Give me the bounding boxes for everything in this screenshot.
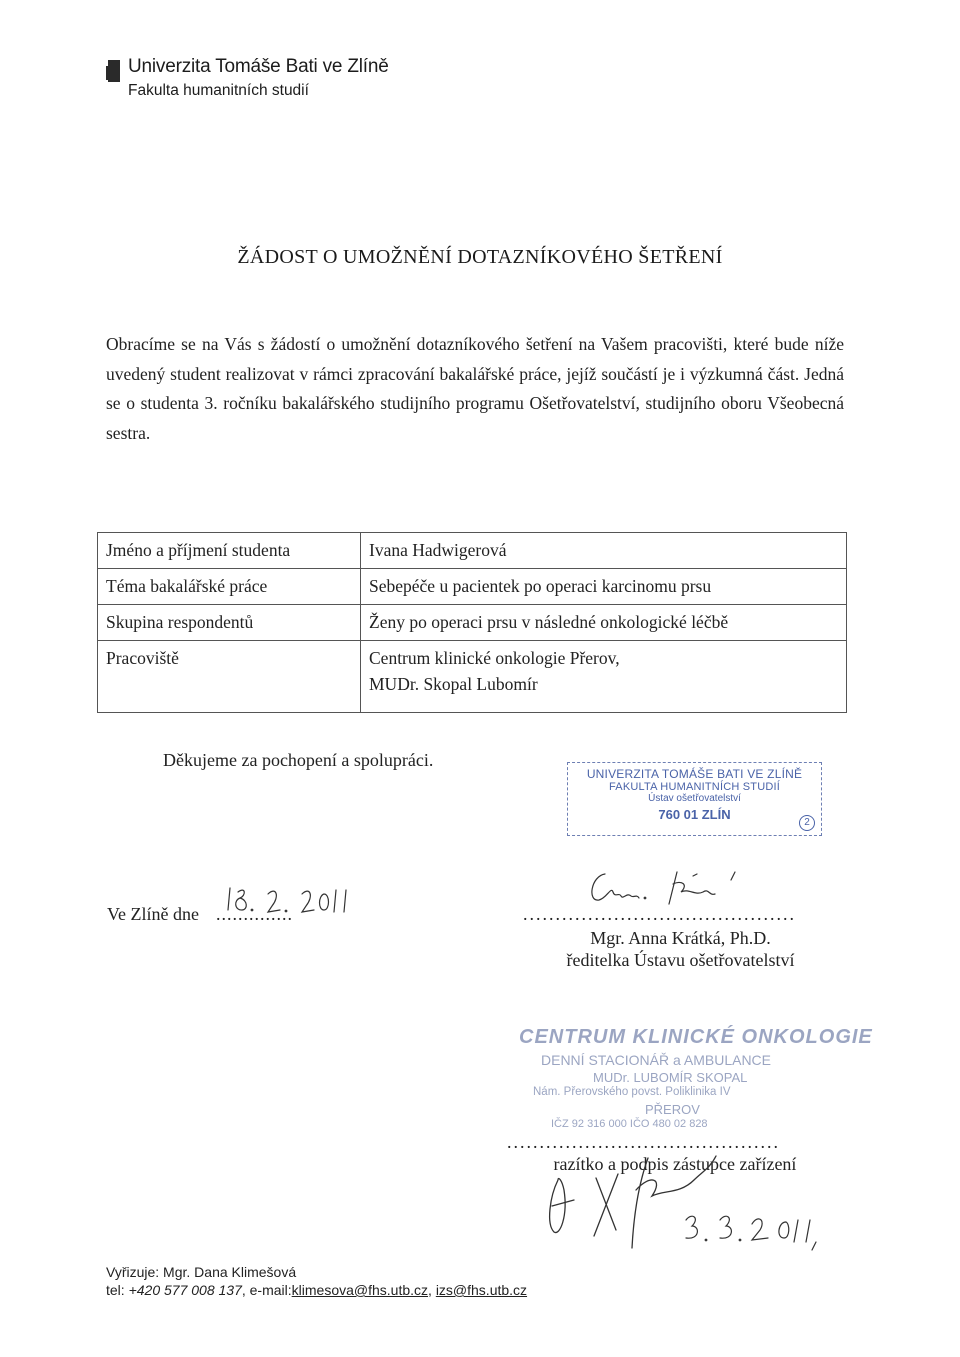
table-label: Pracoviště (98, 641, 361, 713)
table-value: Ivana Hadwigerová (361, 533, 847, 569)
email-label: , e-mail: (241, 1282, 292, 1298)
workplace-line-1: Centrum klinické onkologie Přerov, (369, 648, 620, 668)
thanks-text: Děkujeme za pochopení a spolupráci. (163, 750, 434, 770)
stamp-line-faculty: FAKULTA HUMANITNÍCH STUDIÍ (608, 781, 781, 793)
university-name: Univerzita Tomáše Bati ve Zlíně (128, 56, 389, 77)
stamp-dotted-line: .......................................... (507, 1132, 780, 1152)
stamp-number: 2 (799, 815, 815, 831)
table-row (98, 641, 847, 713)
email-separator: , (428, 1282, 436, 1298)
intro-paragraph: Obracíme se na Vás s žádostí o umožnění dotazníkového šetření na Vašem pracovišti, které bude níže uvedený student realizovat v rámci zpracování bakalářské práce, jejíž součástí je i výzkumná část. Jedná se o studenta 3. ročníku bakalářského studijního programu Ošetřovatelství, studijního oboru Všeobecná sestra. (106, 334, 844, 443)
date-dotted-line: .............. (216, 904, 293, 924)
table-value: Sebepéče u pacientek po operaci karcinomu prsu (361, 569, 847, 605)
clinic-stamp (505, 1022, 873, 1142)
table-value: Ženy po operaci prsu v následné onkologické léčbě (361, 605, 847, 641)
table-label: Jméno a příjmení studenta (98, 533, 361, 569)
signature-dotted-line: .......................................... (523, 904, 796, 924)
stamp-line-university: UNIVERZITA TOMÁŠE BATI VE ZLÍNĚ (586, 767, 803, 781)
faculty-name: Fakulta humanitních studií (128, 82, 309, 99)
workplace-line-2: MUDr. Skopal Lubomír (369, 674, 538, 694)
document-title: ŽÁDOST O UMOŽNĚNÍ DOTAZNÍKOVÉHO ŠETŘENÍ (237, 246, 723, 268)
clinic-representative-signature (540, 1150, 840, 1252)
table-label: Skupina respondentů (98, 605, 361, 641)
clinic-stamp-line-3: MUDr. LUBOMÍR SKOPAL (593, 1070, 748, 1085)
signer-role: ředitelka Ústavu ošetřovatelství (566, 950, 795, 970)
stamp-line-institute: Ústav ošetřovatelství (648, 793, 741, 804)
table-row (98, 533, 847, 569)
clinic-stamp-line-1: CENTRUM KLINICKÉ ONKOLOGIE (519, 1026, 873, 1048)
contact-person: Vyřizuje: Mgr. Dana Klimešová (106, 1264, 297, 1280)
contact-line (106, 1282, 527, 1298)
table-row (98, 605, 847, 641)
place-date-label: Ve Zlíně dne (107, 904, 199, 924)
university-stamp (567, 762, 822, 836)
handwritten-date (224, 880, 354, 916)
clinic-stamp-line-2: DENNÍ STACIONÁŘ a AMBULANCE (541, 1052, 772, 1068)
student-info-table (97, 532, 847, 713)
director-signature (585, 866, 755, 908)
tel-label: tel: (106, 1282, 129, 1298)
clinic-stamp-line-5: PŘEROV (645, 1102, 700, 1117)
email-link-klimesova[interactable]: klimesova@fhs.utb.cz (291, 1282, 429, 1298)
email-link-izs[interactable]: izs@fhs.utb.cz (435, 1282, 528, 1298)
clinic-stamp-line-4: Nám. Přerovského povst. Poliklinika IV (533, 1086, 731, 1098)
table-value-workplace (361, 641, 847, 713)
phone-number: +420 577 008 137 (128, 1282, 242, 1298)
stamp-line-city: 760 01 ZLÍN (658, 807, 731, 822)
table-row (98, 569, 847, 605)
signer-name: Mgr. Anna Krátká, Ph.D. (590, 928, 771, 948)
clinic-stamp-line-6: IČZ 92 316 000 IČO 480 02 828 (551, 1118, 708, 1130)
stamp-caption: razítko a podpis zástupce zařízení (553, 1154, 797, 1174)
table-label: Téma bakalářské práce (98, 569, 361, 605)
university-logo-icon (106, 60, 120, 82)
